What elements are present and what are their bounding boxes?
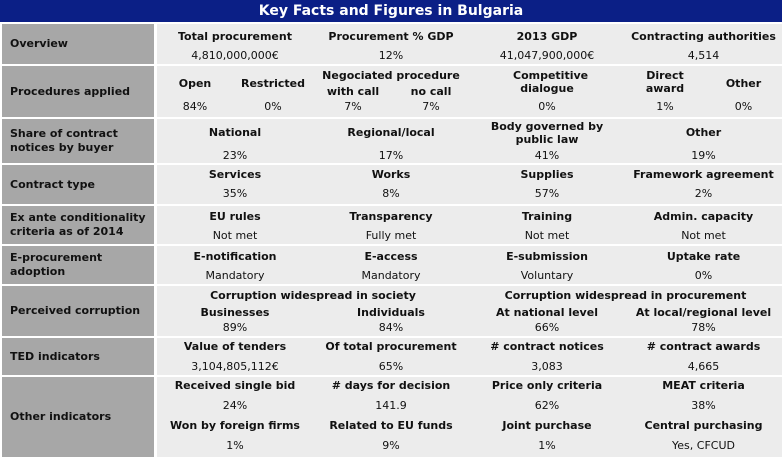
cell-value: 4,665: [687, 360, 720, 373]
cell-title: E-notification: [193, 250, 277, 263]
cell-title: no call: [410, 85, 452, 98]
cell-value: 0%: [734, 100, 753, 113]
cell-title: Other: [685, 126, 722, 139]
cell-title: with call: [326, 85, 380, 98]
cell-title: E-submission: [506, 250, 588, 263]
cell-value: 17%: [378, 149, 404, 162]
cell-value: 141.9: [375, 399, 407, 412]
row-procedures: [0, 66, 782, 117]
cell-title: Supplies: [520, 168, 574, 181]
cell-value: 41%: [534, 149, 560, 162]
cell-title: Won by foreign firms: [170, 419, 300, 432]
cell-title: Competitive dialogue: [513, 69, 589, 95]
cell-title: # days for decision: [331, 379, 451, 392]
row-share: [0, 119, 782, 163]
cell-title: Procurement % GDP: [328, 30, 454, 43]
cell-value: Not met: [212, 229, 258, 242]
row-panel: [157, 377, 782, 457]
cell-title: Admin. capacity: [653, 210, 754, 223]
cell-value: 84%: [182, 100, 208, 113]
cell-value: 3,083: [531, 360, 563, 373]
row-panel: [157, 24, 782, 64]
cell-value: 7%: [422, 100, 440, 113]
cell-title: Total procurement: [178, 30, 292, 43]
cell-title: Works: [371, 168, 411, 181]
row-panel: [157, 119, 782, 163]
cell-title: Restricted: [240, 77, 306, 90]
cell-title: E-access: [364, 250, 418, 263]
cell-value: Voluntary: [520, 269, 574, 282]
row-label: Procedures applied: [2, 66, 154, 117]
row-ex-ante: [0, 206, 782, 244]
cell-title: Services: [208, 168, 262, 181]
cell-value: 78%: [691, 321, 716, 334]
cell-value: Mandatory: [205, 269, 265, 282]
cell-value: 57%: [534, 187, 560, 200]
row-eprocurement: [0, 246, 782, 284]
cell-value: 35%: [222, 187, 248, 200]
cell-title: Businesses: [200, 306, 270, 319]
cell-value: Not met: [524, 229, 570, 242]
row-label: Contract type: [2, 165, 154, 204]
cell-title: Training: [521, 210, 573, 223]
row-label: Ex ante conditionality criteria as of 2014: [2, 206, 154, 244]
row-overview: [0, 24, 782, 64]
cell-value: 65%: [378, 360, 404, 373]
cell-value: 24%: [222, 399, 248, 412]
cell-value: Not met: [681, 229, 726, 242]
cell-title: EU rules: [209, 210, 261, 223]
cell-title: At national level: [496, 306, 598, 319]
cell-title: Central purchasing: [644, 419, 763, 432]
cell-value: 62%: [534, 399, 560, 412]
cell-title: Regional/local: [347, 126, 435, 139]
cell-value: 12%: [378, 49, 404, 62]
cell-title: National: [208, 126, 262, 139]
cell-value: 2%: [694, 187, 713, 200]
cell-title: Received single bid: [174, 379, 296, 392]
group-heading: Corruption widespread in society: [210, 289, 416, 302]
cell-title: # contract notices: [490, 340, 604, 353]
cell-title: Contracting authorities: [631, 30, 776, 43]
cell-value: Fully met: [365, 229, 417, 242]
group-heading: Corruption widespread in procurement: [504, 289, 747, 302]
cell-value: Mandatory: [361, 269, 421, 282]
cell-value: 66%: [534, 321, 560, 334]
cell-title: Value of tenders: [183, 340, 287, 353]
cell-value: 23%: [222, 149, 248, 162]
cell-value: 0%: [538, 100, 556, 113]
cell-title: Transparency: [349, 210, 433, 223]
row-panel: [157, 66, 782, 117]
cell-value: 1%: [538, 439, 556, 452]
cell-value: Yes, CFCUD: [672, 439, 735, 452]
cell-title: At local/regional level: [635, 306, 772, 319]
row-contract-type: [0, 165, 782, 204]
row-label: E-procurement adoption: [2, 246, 154, 284]
cell-value: 4,514: [687, 49, 720, 62]
cell-title: Other: [725, 77, 762, 90]
row-other-indicators: [0, 377, 782, 457]
row-label: TED indicators: [2, 338, 154, 375]
cell-title: 2013 GDP: [516, 30, 578, 43]
cell-value: 3,104,805,112€: [191, 360, 279, 373]
cell-title: Open: [178, 77, 212, 90]
cell-title: Of total procurement: [325, 340, 457, 353]
cell-value: 9%: [382, 439, 400, 452]
cell-value: 19%: [691, 149, 716, 162]
cell-value: 84%: [378, 321, 404, 334]
row-panel: [157, 246, 782, 284]
cell-value: 38%: [691, 399, 716, 412]
cell-value: 7%: [344, 100, 362, 113]
row-panel: [157, 338, 782, 375]
cell-title: Direct award: [645, 69, 685, 95]
row-ted: [0, 338, 782, 375]
row-label: Overview: [2, 24, 154, 64]
row-panel: [157, 165, 782, 204]
cell-title: Joint purchase: [502, 419, 592, 432]
cell-title: Body governed by public law: [490, 120, 604, 146]
cell-value: 4,810,000,000€: [191, 49, 279, 62]
cell-title: Individuals: [357, 306, 425, 319]
row-corruption: [0, 286, 782, 336]
row-label: Other indicators: [2, 377, 154, 457]
cell-title: # contract awards: [646, 340, 761, 353]
row-panel: [157, 286, 782, 336]
cell-value: 41,047,900,000€: [499, 49, 595, 62]
row-panel: [157, 206, 782, 244]
cell-title: Framework agreement: [633, 168, 774, 181]
cell-value: 0%: [264, 100, 282, 113]
row-label: Share of contract notices by buyer: [2, 119, 154, 163]
cell-value: 0%: [694, 269, 713, 282]
table-title: Key Facts and Figures in Bulgaria: [0, 0, 782, 22]
cell-title: Related to EU funds: [329, 419, 453, 432]
cell-value: 8%: [382, 187, 400, 200]
cell-value: 1%: [656, 100, 674, 113]
cell-title: MEAT criteria: [662, 379, 745, 392]
cell-value: 89%: [222, 321, 248, 334]
cell-title: Price only criteria: [491, 379, 603, 392]
row-label: Perceived corruption: [2, 286, 154, 336]
cell-title: Uptake rate: [666, 250, 741, 263]
cell-value: 1%: [226, 439, 244, 452]
cell-title: Negociated procedure: [322, 69, 460, 82]
